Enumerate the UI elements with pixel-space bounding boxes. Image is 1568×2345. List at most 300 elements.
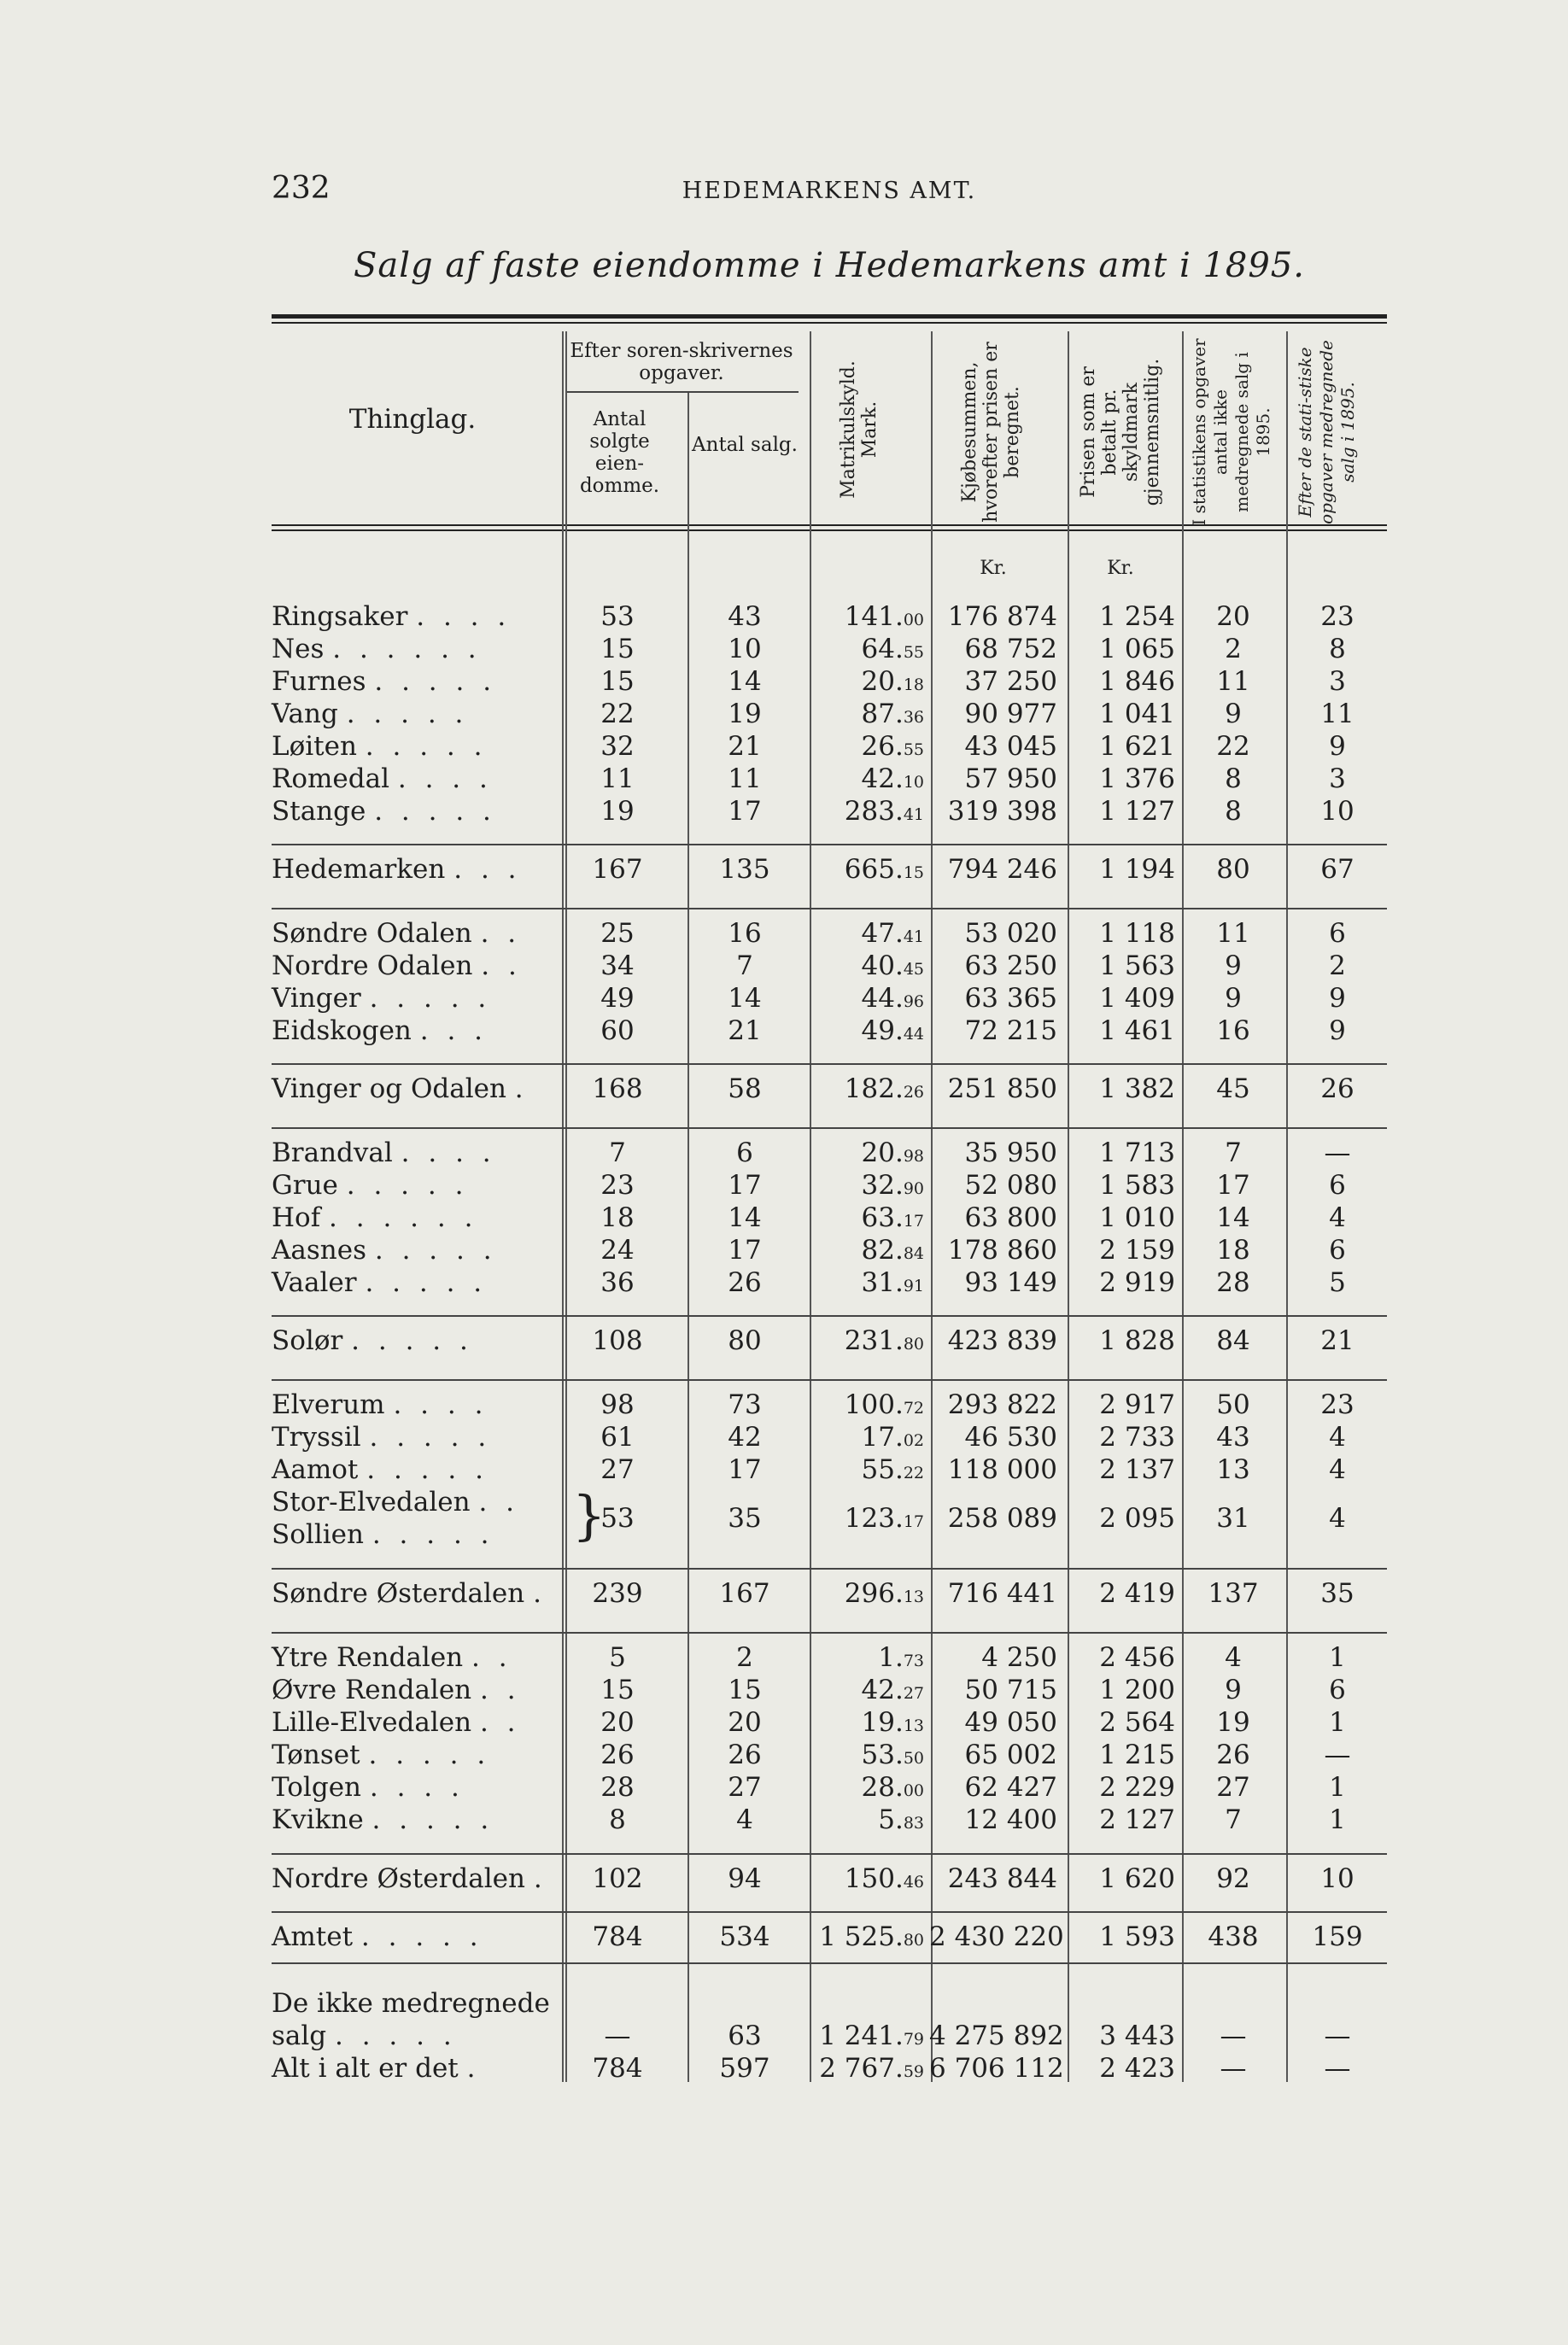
table-row: [272, 731, 1387, 763]
cell-eiendomme: 23: [600, 1170, 635, 1201]
row-name: Stange . . . . .: [272, 796, 496, 827]
cell-matrikulskyld: 20.98: [861, 1137, 924, 1168]
cell-eiendomme: 61: [600, 1422, 635, 1453]
row-name: Brandval . . . .: [272, 1137, 496, 1168]
cell-medregnede: 6: [1329, 1170, 1346, 1201]
cell-medregnede: 3: [1329, 666, 1346, 697]
header-ikke-medregnede: I statistikens opgaver antal ikke medregnede salg i 1895.: [1189, 338, 1273, 526]
cell-matrikulskyld: 63.17: [861, 1202, 924, 1233]
row-name: Nordre Østerdalen .: [272, 1863, 547, 1894]
cell-ikke-medregnede: 8: [1225, 796, 1242, 827]
cell-kjobesum: 63 365: [964, 983, 1057, 1014]
cell-eiendomme: 102: [592, 1863, 643, 1894]
cell-salg: 80: [728, 1325, 762, 1356]
row-name: Hedemarken . . .: [272, 854, 522, 885]
cell-salg: 73: [728, 1389, 762, 1420]
section-rule: [272, 908, 1387, 909]
table-row: [272, 1454, 1387, 1487]
table-row: [272, 950, 1387, 983]
table-row: [272, 1772, 1387, 1804]
table-row: [272, 1740, 1387, 1772]
cell-matrikulskyld: 1 525.80: [819, 1921, 924, 1952]
table-row: [272, 1921, 1387, 1954]
cell-matrikulskyld: 64.55: [861, 634, 924, 664]
cell-kjobesum: 178 860: [947, 1235, 1057, 1266]
cell-medregnede: 10: [1320, 1863, 1354, 1894]
cell-ikke-medregnede: 80: [1216, 854, 1250, 885]
table-row: [272, 1863, 1387, 1896]
cell-matrikulskyld: 231.80: [844, 1325, 924, 1356]
header-group-sorenskriver: Efter soren-skrivernes opgaver.: [570, 340, 793, 384]
row-name: Tønset . . . . .: [272, 1740, 491, 1770]
cell-medregnede: 10: [1320, 796, 1354, 827]
cell-salg: 10: [728, 634, 762, 664]
cell-pris: 3 443: [1099, 2020, 1175, 2051]
cell-kjobesum: 293 822: [947, 1389, 1057, 1420]
cell-eiendomme: 239: [592, 1578, 643, 1609]
cell-kjobesum: 176 874: [947, 601, 1057, 632]
cell-matrikulskyld: 49.44: [861, 1015, 924, 1046]
cell-medregnede: 5: [1329, 1267, 1346, 1298]
sales-table: [272, 314, 1387, 2082]
cell-pris: 2 229: [1099, 1772, 1175, 1803]
cell-ikke-medregnede: 137: [1208, 1578, 1259, 1609]
table-row: [272, 634, 1387, 666]
section-rule: [272, 1127, 1387, 1129]
table-row: [272, 666, 1387, 699]
cell-matrikulskyld: 296.13: [844, 1578, 924, 1609]
row-name: Ytre Rendalen . .: [272, 1642, 512, 1673]
cell-salg: 42: [728, 1422, 762, 1453]
table-row: [272, 1137, 1387, 1170]
cell-kjobesum: 6 706 112: [929, 2053, 1064, 2084]
section-rule: [272, 1632, 1387, 1634]
cell-pris: 1 065: [1099, 634, 1175, 664]
row-name: Øvre Rendalen . .: [272, 1675, 521, 1705]
cell-eiendomme: 15: [600, 666, 635, 697]
cell-eiendomme: 24: [600, 1235, 635, 1266]
cell-matrikulskyld: 2 767.59: [819, 2053, 924, 2084]
cell-salg: 14: [728, 666, 762, 697]
cell-pris: 1 118: [1099, 918, 1175, 949]
cell-pris: 2 423: [1099, 2053, 1175, 2084]
cell-matrikulskyld: 123.17: [844, 1503, 924, 1534]
table-row: [272, 763, 1387, 796]
cell-ikke-medregnede: 4: [1225, 1642, 1242, 1673]
cell-medregnede: 4: [1329, 1202, 1346, 1233]
cell-salg: 6: [736, 1137, 753, 1168]
top-rule-thin: [272, 322, 1387, 324]
cell-pris: 1 194: [1099, 854, 1175, 885]
cell-salg: 17: [728, 1454, 762, 1485]
cell-eiendomme: 168: [592, 1073, 643, 1104]
table-row: [272, 1267, 1387, 1300]
cell-kjobesum: 794 246: [947, 854, 1057, 885]
top-rule: [272, 314, 1387, 319]
table-row: [272, 983, 1387, 1015]
cell-eiendomme: 25: [600, 918, 635, 949]
cell-eiendomme: 15: [600, 1675, 635, 1705]
cell-medregnede: 26: [1320, 1073, 1354, 1104]
cell-kjobesum: 52 080: [964, 1170, 1057, 1201]
cell-salg: 597: [719, 2053, 770, 2084]
row-name: Aamot . . . . .: [272, 1454, 489, 1485]
table-row: [272, 2053, 1387, 2085]
cell-matrikulskyld: 55.22: [861, 1454, 924, 1485]
cell-matrikulskyld: 53.50: [861, 1740, 924, 1770]
unit-kr-pris: Kr.: [1107, 558, 1134, 579]
cell-kjobesum: 319 398: [947, 796, 1057, 827]
cell-matrikulskyld: 19.13: [861, 1707, 924, 1738]
cell-ikke-medregnede: —: [1220, 2020, 1247, 2051]
cell-medregnede: —: [1324, 1740, 1351, 1770]
cell-pris: 1 254: [1099, 601, 1175, 632]
row-name: Ringsaker . . . .: [272, 601, 512, 632]
table-row: [272, 1422, 1387, 1454]
row-name: Lille-Elvedalen . .: [272, 1707, 521, 1738]
cell-ikke-medregnede: 84: [1216, 1325, 1250, 1356]
cell-matrikulskyld: 665.15: [844, 854, 924, 885]
section-rule: [272, 1063, 1387, 1065]
cell-kjobesum: 251 850: [947, 1073, 1057, 1104]
cell-ikke-medregnede: 2: [1225, 634, 1242, 664]
cell-medregnede: 23: [1320, 1389, 1354, 1420]
cell-ikke-medregnede: 26: [1216, 1740, 1250, 1770]
cell-eiendomme: 32: [600, 731, 635, 762]
cell-medregnede: 9: [1329, 1015, 1346, 1046]
cell-pris: 1 010: [1099, 1202, 1175, 1233]
cell-eiendomme: 53: [600, 601, 635, 632]
cell-salg: 14: [728, 1202, 762, 1233]
cell-pris: 1 828: [1099, 1325, 1175, 1356]
table-row: [272, 1389, 1387, 1422]
cell-pris: 1 127: [1099, 796, 1175, 827]
cell-eiendomme: 784: [592, 2053, 643, 2084]
cell-ikke-medregnede: 92: [1216, 1863, 1250, 1894]
table-row: [272, 1578, 1387, 1611]
cell-salg: 27: [728, 1772, 762, 1803]
cell-kjobesum: 50 715: [964, 1675, 1057, 1705]
row-name: Furnes . . . . .: [272, 666, 497, 697]
cell-matrikulskyld: 44.96: [861, 983, 924, 1014]
cell-matrikulskyld: 150.46: [844, 1863, 924, 1894]
cell-pris: 1 200: [1099, 1675, 1175, 1705]
row-name: Søndre Østerdalen .: [272, 1578, 547, 1609]
cell-kjobesum: 716 441: [947, 1578, 1057, 1609]
header-medregnede: Efter de stati-stiske opgaver medregnede salg i 1895.: [1295, 340, 1358, 524]
cell-ikke-medregnede: 7: [1225, 1137, 1242, 1168]
cell-kjobesum: 93 149: [964, 1267, 1057, 1298]
cell-kjobesum: 4 275 892: [929, 2020, 1064, 2051]
cell-medregnede: 1: [1329, 1642, 1346, 1673]
cell-matrikulskyld: 1 241.79: [819, 2020, 924, 2051]
cell-kjobesum: 37 250: [964, 666, 1057, 697]
cell-kjobesum: 90 977: [964, 699, 1057, 729]
cell-pris: 2 159: [1099, 1235, 1175, 1266]
cell-matrikulskyld: 47.41: [861, 918, 924, 949]
cell-eiendomme: 27: [600, 1454, 635, 1485]
cell-salg: 63: [728, 2020, 762, 2051]
cell-ikke-medregnede: 18: [1216, 1235, 1250, 1266]
table-row: [272, 1804, 1387, 1837]
cell-matrikulskyld: 283.41: [844, 796, 924, 827]
cell-salg: 19: [728, 699, 762, 729]
table-row: [272, 854, 1387, 886]
cell-medregnede: —: [1324, 1137, 1351, 1168]
cell-eiendomme: 26: [600, 1740, 635, 1770]
row-name: Vinger . . . . .: [272, 983, 492, 1014]
cell-medregnede: —: [1324, 2020, 1351, 2051]
cell-medregnede: 1: [1329, 1772, 1346, 1803]
cell-salg: 14: [728, 983, 762, 1014]
cell-kjobesum: 62 427: [964, 1772, 1057, 1803]
header-antal-salg: Antal salg.: [692, 434, 798, 456]
section-rule: [272, 1568, 1387, 1570]
cell-pris: 2 919: [1099, 1267, 1175, 1298]
section-rule: [272, 1911, 1387, 1913]
cell-matrikulskyld: 82.84: [861, 1235, 924, 1266]
brace: }: [572, 1484, 606, 1547]
cell-matrikulskyld: 32.90: [861, 1170, 924, 1201]
table-row: [272, 1988, 1387, 2020]
cell-medregnede: 4: [1329, 1503, 1346, 1534]
cell-pris: 1 620: [1099, 1863, 1175, 1894]
cell-ikke-medregnede: 17: [1216, 1170, 1250, 1201]
header-thinglag: Thinglag.: [348, 404, 477, 435]
cell-salg: 7: [736, 950, 753, 981]
cell-kjobesum: 35 950: [964, 1137, 1057, 1168]
cell-matrikulskyld: 100.72: [844, 1389, 924, 1420]
table-row: [272, 1235, 1387, 1267]
cell-medregnede: 6: [1329, 918, 1346, 949]
cell-kjobesum: 243 844: [947, 1863, 1057, 1894]
cell-eiendomme: 20: [600, 1707, 635, 1738]
row-name: Nordre Odalen . .: [272, 950, 522, 981]
table-row: [272, 699, 1387, 731]
cell-pris: 2 127: [1099, 1804, 1175, 1835]
header-matrikulskyld: Matrikulskyld. Mark.: [838, 360, 881, 499]
cell-pris: 2 137: [1099, 1454, 1175, 1485]
cell-ikke-medregnede: 16: [1216, 1015, 1250, 1046]
header-antal-eiendomme: Antal solgte eien-domme.: [579, 408, 660, 497]
cell-eiendomme: 53: [600, 1503, 635, 1534]
section-rule: [272, 1315, 1387, 1317]
row-name: Alt i alt er det .: [272, 2053, 481, 2084]
row-name: Grue . . . . .: [272, 1170, 469, 1201]
row-name: Tolgen . . . .: [272, 1772, 465, 1803]
cell-salg: 43: [728, 601, 762, 632]
cell-matrikulskyld: 5.83: [878, 1804, 924, 1835]
page-number: 232: [272, 171, 331, 206]
cell-eiendomme: 28: [600, 1772, 635, 1803]
row-name: Tryssil . . . . .: [272, 1422, 492, 1453]
cell-ikke-medregnede: 43: [1216, 1422, 1250, 1453]
cell-salg: 167: [719, 1578, 770, 1609]
cell-medregnede: 23: [1320, 601, 1354, 632]
table-row: [272, 1202, 1387, 1235]
cell-eiendomme: 108: [592, 1325, 643, 1356]
cell-matrikulskyld: 141.00: [844, 601, 924, 632]
cell-ikke-medregnede: 28: [1216, 1267, 1250, 1298]
cell-ikke-medregnede: 14: [1216, 1202, 1250, 1233]
cell-kjobesum: 65 002: [964, 1740, 1057, 1770]
row-name: Solør . . . . .: [272, 1325, 473, 1356]
cell-salg: 2: [736, 1642, 753, 1673]
cell-medregnede: 21: [1320, 1325, 1354, 1356]
cell-kjobesum: 49 050: [964, 1707, 1057, 1738]
cell-salg: 58: [728, 1073, 762, 1104]
cell-matrikulskyld: 26.55: [861, 731, 924, 762]
cell-matrikulskyld: 28.00: [861, 1772, 924, 1803]
cell-pris: 1 713: [1099, 1137, 1175, 1168]
table-title: Salg af faste eiendomme i Hedemarkens amt i 1895.: [354, 246, 1305, 285]
row-name: Hof . . . . . .: [272, 1202, 478, 1233]
cell-kjobesum: 72 215: [964, 1015, 1057, 1046]
table-row: [272, 1170, 1387, 1202]
table-row: [272, 1325, 1387, 1358]
cell-medregnede: 159: [1312, 1921, 1363, 1952]
cell-eiendomme: 22: [600, 699, 635, 729]
cell-medregnede: 3: [1329, 763, 1346, 794]
cell-medregnede: 9: [1329, 731, 1346, 762]
cell-medregnede: 1: [1329, 1707, 1346, 1738]
cell-ikke-medregnede: 31: [1216, 1503, 1250, 1534]
cell-ikke-medregnede: 9: [1225, 950, 1242, 981]
row-name: Romedal . . . .: [272, 763, 493, 794]
cell-matrikulskyld: 17.02: [861, 1422, 924, 1453]
header-rule-2: [272, 529, 1387, 531]
table-row: [272, 1642, 1387, 1675]
row-name: Amtet . . . . .: [272, 1921, 483, 1952]
header-kjobesummen: Kjøbesummen, hvorefter prisen er beregnet.: [959, 342, 1023, 523]
cell-eiendomme: 8: [609, 1804, 626, 1835]
row-name: Løiten . . . . .: [272, 731, 488, 762]
cell-salg: 11: [728, 763, 762, 794]
cell-medregnede: —: [1324, 2053, 1351, 2084]
table-row: [272, 1707, 1387, 1740]
section-rule: [272, 1853, 1387, 1855]
cell-eiendomme: 15: [600, 634, 635, 664]
cell-ikke-medregnede: 9: [1225, 983, 1242, 1014]
row-name: Aasnes . . . . .: [272, 1235, 497, 1266]
row-name: Vang . . . . .: [272, 699, 469, 729]
cell-salg: 21: [728, 731, 762, 762]
cell-salg: 35: [728, 1503, 762, 1534]
cell-pris: 1 041: [1099, 699, 1175, 729]
cell-pris: 1 846: [1099, 666, 1175, 697]
cell-eiendomme: 18: [600, 1202, 635, 1233]
cell-kjobesum: 423 839: [947, 1325, 1057, 1356]
row-name: salg . . . . .: [272, 2020, 457, 2051]
row-name: Kvikne . . . . .: [272, 1804, 494, 1835]
cell-pris: 2 564: [1099, 1707, 1175, 1738]
cell-salg: 534: [719, 1921, 770, 1952]
cell-ikke-medregnede: 9: [1225, 1675, 1242, 1705]
cell-ikke-medregnede: 45: [1216, 1073, 1250, 1104]
row-name: Eidskogen . . .: [272, 1015, 489, 1046]
cell-kjobesum: 4 250: [981, 1642, 1057, 1673]
cell-kjobesum: 63 800: [964, 1202, 1057, 1233]
row-name: De ikke medregnede: [272, 1988, 550, 2019]
cell-eiendomme: 5: [609, 1642, 626, 1673]
cell-pris: 1 593: [1099, 1921, 1175, 1952]
cell-ikke-medregnede: 438: [1208, 1921, 1259, 1952]
cell-pris: 1 583: [1099, 1170, 1175, 1201]
cell-eiendomme: 784: [592, 1921, 643, 1952]
cell-salg: 4: [736, 1804, 753, 1835]
cell-salg: 26: [728, 1267, 762, 1298]
header-prisen: Prisen som er betalt pr. skyldmark gjennemsnitlig.: [1078, 358, 1163, 506]
cell-pris: 2 733: [1099, 1422, 1175, 1453]
row-name: Elverum . . . .: [272, 1389, 489, 1420]
cell-eiendomme: 49: [600, 983, 635, 1014]
row-name: Vaaler . . . . .: [272, 1267, 488, 1298]
cell-salg: 17: [728, 1235, 762, 1266]
group-rule: [566, 391, 799, 393]
table-row: [272, 1503, 1387, 1552]
cell-kjobesum: 57 950: [964, 763, 1057, 794]
cell-salg: 26: [728, 1740, 762, 1770]
cell-kjobesum: 68 752: [964, 634, 1057, 664]
cell-ikke-medregnede: 8: [1225, 763, 1242, 794]
cell-eiendomme: 167: [592, 854, 643, 885]
cell-pris: 1 461: [1099, 1015, 1175, 1046]
cell-matrikulskyld: 87.36: [861, 699, 924, 729]
cell-medregnede: 9: [1329, 983, 1346, 1014]
cell-eiendomme: —: [604, 2020, 631, 2051]
cell-kjobesum: 43 045: [964, 731, 1057, 762]
cell-kjobesum: 53 020: [964, 918, 1057, 949]
cell-medregnede: 2: [1329, 950, 1346, 981]
cell-pris: 2 419: [1099, 1578, 1175, 1609]
cell-kjobesum: 46 530: [964, 1422, 1057, 1453]
cell-eiendomme: 19: [600, 796, 635, 827]
row-name: Vinger og Odalen .: [272, 1073, 529, 1104]
table-row: [272, 2020, 1387, 2053]
cell-eiendomme: 60: [600, 1015, 635, 1046]
row-name: Nes . . . . . .: [272, 634, 482, 664]
cell-eiendomme: 36: [600, 1267, 635, 1298]
cell-medregnede: 1: [1329, 1804, 1346, 1835]
cell-eiendomme: 98: [600, 1389, 635, 1420]
cell-ikke-medregnede: —: [1220, 2053, 1247, 2084]
cell-salg: 16: [728, 918, 762, 949]
unit-kr-kjob: Kr.: [980, 558, 1007, 579]
cell-eiendomme: 11: [600, 763, 635, 794]
cell-medregnede: 35: [1320, 1578, 1354, 1609]
cell-salg: 15: [728, 1675, 762, 1705]
cell-ikke-medregnede: 27: [1216, 1772, 1250, 1803]
cell-pris: 1 215: [1099, 1740, 1175, 1770]
cell-ikke-medregnede: 9: [1225, 699, 1242, 729]
table-row: [272, 601, 1387, 634]
cell-medregnede: 4: [1329, 1422, 1346, 1453]
cell-pris: 1 376: [1099, 763, 1175, 794]
cell-pris: 2 095: [1099, 1503, 1175, 1534]
table-row: [272, 796, 1387, 828]
cell-matrikulskyld: 42.10: [861, 763, 924, 794]
cell-kjobesum: 258 089: [947, 1503, 1057, 1534]
cell-ikke-medregnede: 20: [1216, 601, 1250, 632]
table-row: [272, 1073, 1387, 1106]
cell-salg: 17: [728, 1170, 762, 1201]
cell-medregnede: 6: [1329, 1235, 1346, 1266]
cell-matrikulskyld: 31.91: [861, 1267, 924, 1298]
cell-ikke-medregnede: 50: [1216, 1389, 1250, 1420]
cell-matrikulskyld: 40.45: [861, 950, 924, 981]
cell-eiendomme: 7: [609, 1137, 626, 1168]
cell-ikke-medregnede: 22: [1216, 731, 1250, 762]
